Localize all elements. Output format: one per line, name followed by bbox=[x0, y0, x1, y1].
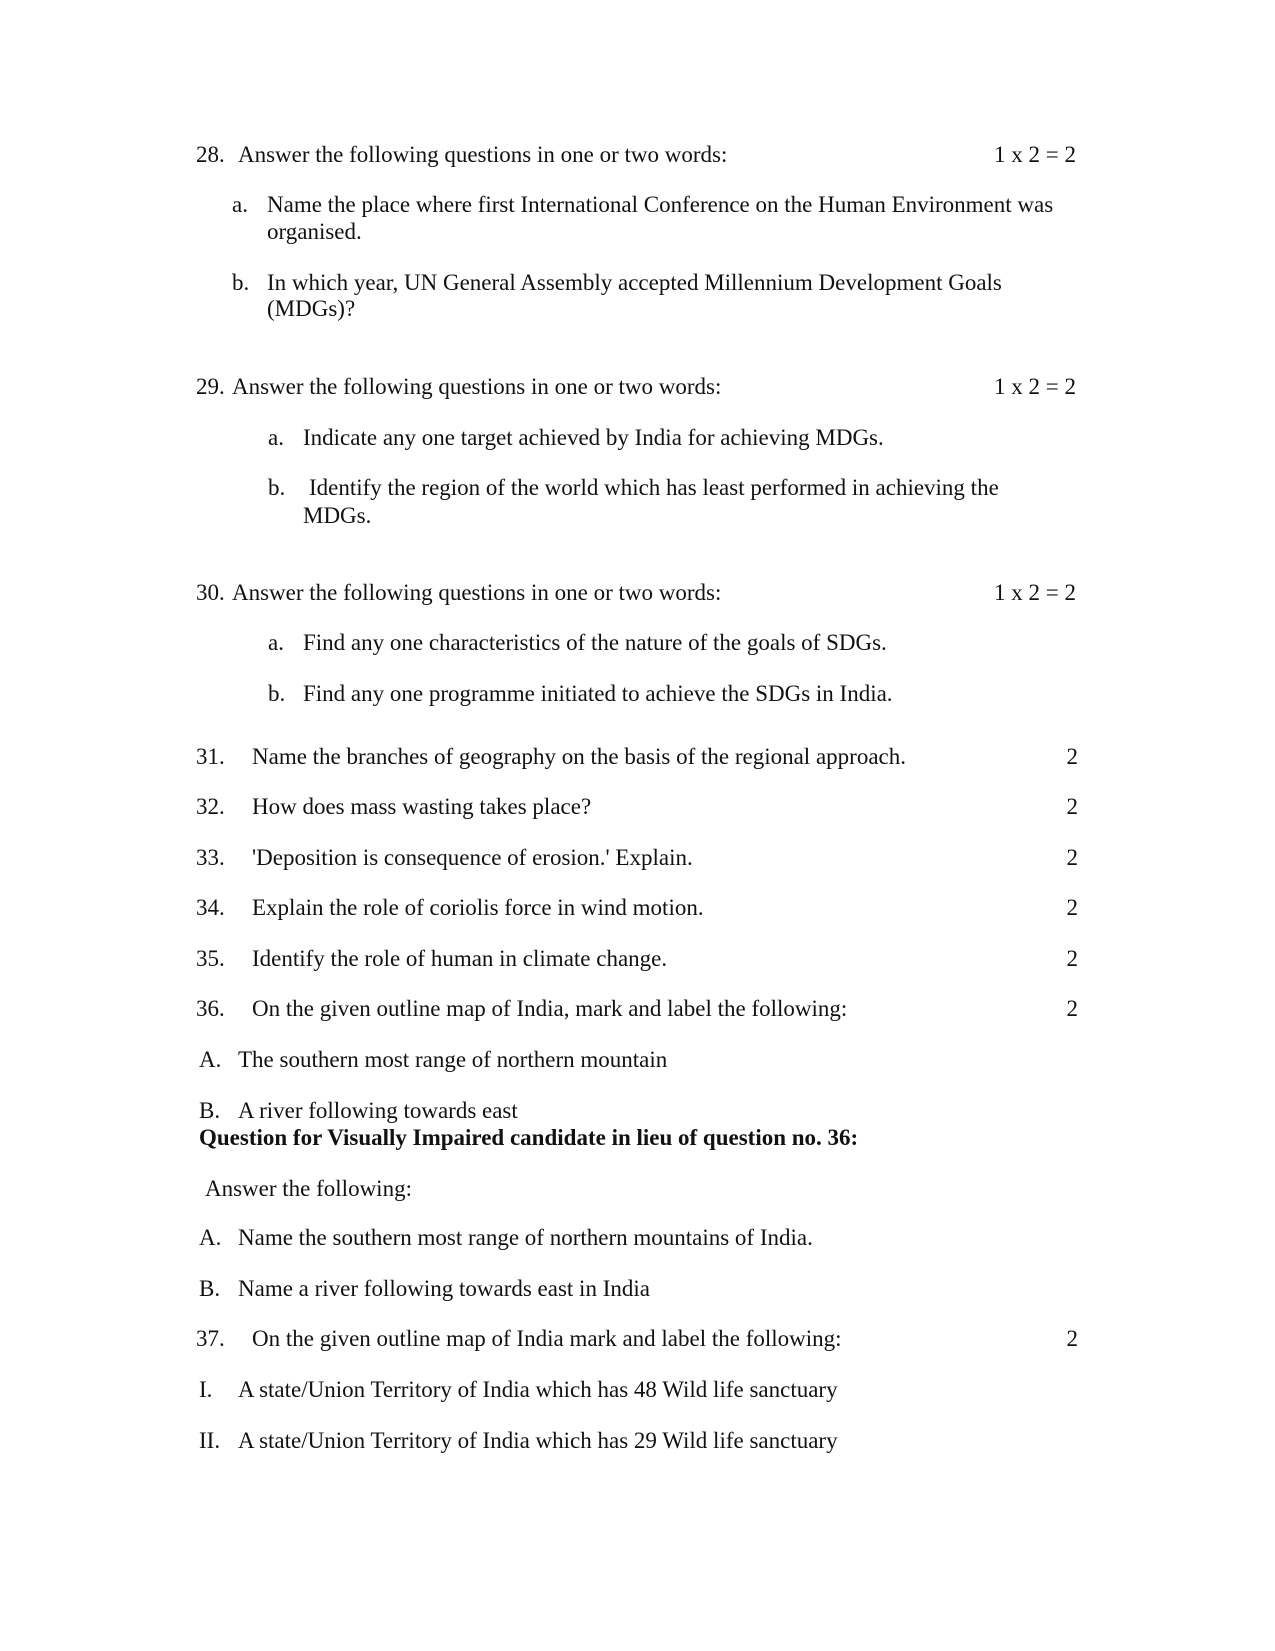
sub-label-b: b. bbox=[268, 681, 286, 706]
question-text: Explain the role of coriolis force in wind motion. bbox=[252, 895, 704, 920]
item-label-i: I. bbox=[199, 1377, 213, 1402]
vi-intro: Answer the following: bbox=[205, 1176, 412, 1201]
vi-heading: Question for Visually Impaired candidate in lieu of question no. 36: bbox=[199, 1125, 859, 1150]
marks: 1 x 2 = 2 bbox=[994, 580, 1076, 605]
item-text-b: Name a river following towards east in India bbox=[238, 1276, 650, 1301]
sub-question-a-line1: Name the place where first International Conference on the Human Environment was bbox=[267, 192, 1054, 217]
question-number: 35. bbox=[196, 946, 225, 971]
item-text-a: Name the southern most range of northern mountains of India. bbox=[238, 1225, 813, 1250]
question-text: 'Deposition is consequence of erosion.' Explain. bbox=[252, 845, 693, 870]
marks: 2 bbox=[1066, 1326, 1078, 1351]
question-number: 30. bbox=[196, 580, 225, 605]
marks: 2 bbox=[1066, 845, 1078, 870]
item-label-b: B. bbox=[199, 1098, 221, 1123]
sub-question-b-line1: Identify the region of the world which has least performed in achieving the bbox=[309, 475, 999, 500]
question-text: On the given outline map of India mark and label the following: bbox=[252, 1326, 842, 1351]
question-text: Identify the role of human in climate change. bbox=[252, 946, 668, 971]
question-text: Answer the following questions in one or two words: bbox=[232, 580, 722, 605]
item-text-a: The southern most range of northern mountain bbox=[238, 1047, 668, 1072]
marks: 1 x 2 = 2 bbox=[994, 142, 1076, 167]
marks: 1 x 2 = 2 bbox=[994, 374, 1076, 399]
sub-question-b-line2: MDGs. bbox=[303, 503, 372, 528]
sub-question-a-line2: organised. bbox=[267, 219, 362, 244]
marks: 2 bbox=[1066, 744, 1078, 769]
question-number: 31. bbox=[196, 744, 225, 769]
marks: 2 bbox=[1066, 946, 1078, 971]
question-number: 29. bbox=[196, 374, 225, 399]
question-text: On the given outline map of India, mark and label the following: bbox=[252, 996, 848, 1021]
marks: 2 bbox=[1066, 794, 1078, 819]
question-text: Answer the following questions in one or two words: bbox=[238, 142, 728, 167]
sub-label-a: a. bbox=[268, 425, 284, 450]
item-label-b: B. bbox=[199, 1276, 221, 1301]
question-number: 32. bbox=[196, 794, 225, 819]
question-number: 33. bbox=[196, 845, 225, 870]
question-number: 28. bbox=[196, 142, 225, 167]
question-number: 37. bbox=[196, 1326, 225, 1351]
sub-label-b: b. bbox=[232, 270, 250, 295]
item-text-ii: A state/Union Territory of India which has 29 Wild life sanctuary bbox=[238, 1428, 838, 1453]
item-text-i: A state/Union Territory of India which has 48 Wild life sanctuary bbox=[238, 1377, 838, 1402]
sub-label-a: a. bbox=[268, 630, 284, 655]
marks: 2 bbox=[1066, 996, 1078, 1021]
sub-question-a-line1: Find any one characteristics of the nature of the goals of SDGs. bbox=[303, 630, 887, 655]
sub-question-a-line1: Indicate any one target achieved by India for achieving MDGs. bbox=[303, 425, 884, 450]
question-number: 34. bbox=[196, 895, 225, 920]
sub-question-b-line1: Find any one programme initiated to achieve the SDGs in India. bbox=[303, 681, 893, 706]
sub-label-a: a. bbox=[232, 192, 248, 217]
item-label-a: A. bbox=[199, 1225, 222, 1250]
marks: 2 bbox=[1066, 895, 1078, 920]
item-label-ii: II. bbox=[199, 1428, 221, 1453]
sub-question-b-line1: In which year, UN General Assembly accepted Millennium Development Goals bbox=[267, 270, 1002, 295]
sub-label-b: b. bbox=[268, 475, 286, 500]
question-text: How does mass wasting takes place? bbox=[252, 794, 592, 819]
item-text-b: A river following towards east bbox=[238, 1098, 518, 1123]
question-text: Answer the following questions in one or two words: bbox=[232, 374, 722, 399]
question-number: 36. bbox=[196, 996, 225, 1021]
sub-question-b-line2: (MDGs)? bbox=[267, 296, 356, 321]
item-label-a: A. bbox=[199, 1047, 222, 1072]
question-text: Name the branches of geography on the basis of the regional approach. bbox=[252, 744, 906, 769]
